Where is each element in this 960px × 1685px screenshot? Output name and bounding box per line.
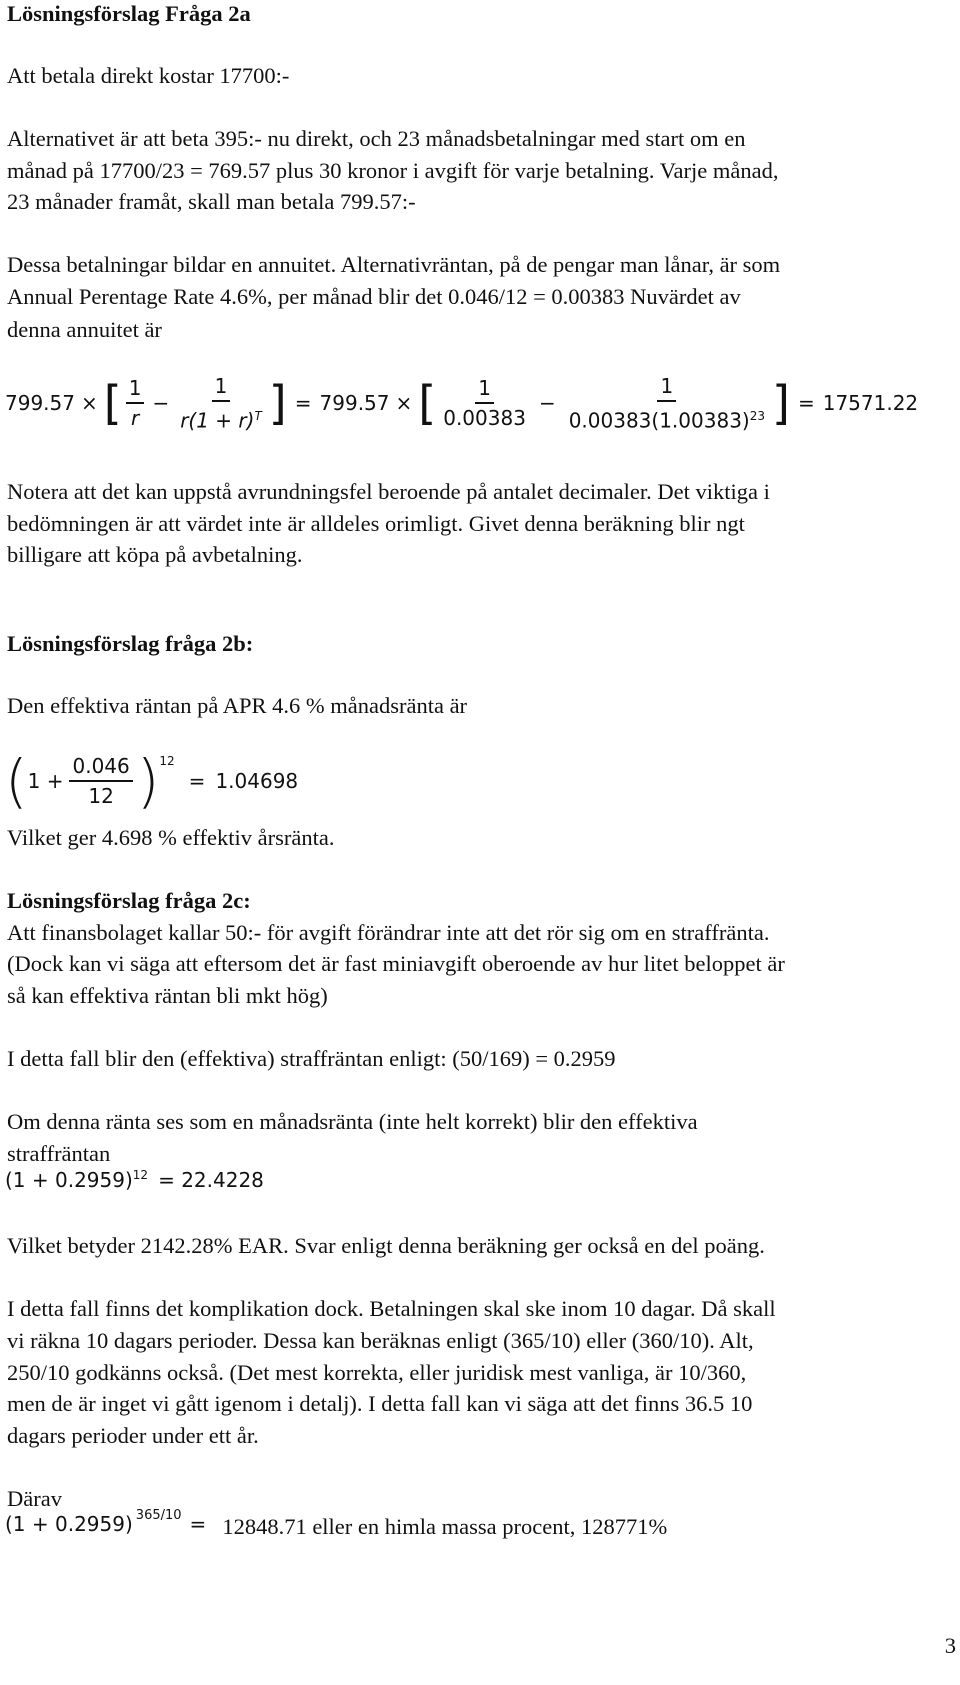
paragraph-2c-4: Vilket betyder 2142.28% EAR. Svar enligt denna beräkning ger också en del poäng. [7,1233,765,1258]
paragraph-2a-3-line2: Annual Perentage Rate 4.6%, per månad blir det 0.046/12 = 0.00383 Nuvärdet av [7,284,741,309]
paragraph-2a-2-line1: Alternativet är att beta 395:- nu direkt, och 23 månadsbetalningar med start om en [7,126,746,151]
paragraph-2b-1: Den effektiva räntan på APR 4.6 % månadsränta är [7,693,468,718]
formula-eq: = [189,1512,207,1536]
formula-times-2: × [395,391,413,416]
exponent: 365/10 [135,1508,182,1523]
bracket-open-2: [ [418,376,437,431]
frac-num: 1 [212,374,231,402]
bracket-close: ] [268,376,287,431]
formula-result-text: 12848.71 eller en himla massa procent, 128771% [222,1514,668,1539]
paragraph-2a-4-line3: billigare att köpa på avbetalning. [7,542,303,567]
formula-base: (1 + 0.2959) [5,1512,133,1536]
paren-close: ) [136,747,160,815]
formula-pmt-2: 799.57 [319,391,390,416]
paren-open: ( [5,747,28,815]
frac-num: 1 [126,376,145,404]
formula-eq: = [294,391,312,416]
annuity-formula [5,374,918,433]
minus-sign-2: − [538,391,556,416]
formula-result: 17571.22 [822,391,919,416]
paragraph-2c-5-line3: 250/10 godkänns också. (Det mest korrekta, eller juridisk mest vanliga, är 10/360, [7,1360,747,1385]
formula-pmt: 799.57 [5,391,75,416]
monthly-penalty-formula [5,1168,264,1192]
exponent: 12 [159,754,175,768]
exponent: 12 [132,1168,149,1182]
formula-times: × [80,391,98,416]
formula-frac-rate [440,376,529,430]
paragraph-2c-5-line5: dagars perioder under ett år. [7,1423,259,1448]
formula-frac-rate-general [566,374,768,433]
frac-num: 1 [657,374,676,402]
paragraph-2c-3-line1: Om denna ränta ses som en månadsränta (inte helt korrekt) blir den effektiva [7,1109,698,1134]
paragraph-2c-5-line2: vi räkna 10 dagars perioder. Dessa kan beräknas enligt (365/10) eller (360/10). Alt, [7,1328,754,1353]
frac-num: 1 [475,376,494,404]
paragraph-2c-5-line4: men de är inget vi gått igenom i detalj). I detta fall kan vi säga att det finns 36.5 10 [7,1391,753,1416]
frac-den: r [130,406,140,431]
paragraph-2b-2: Vilket ger 4.698 % effektiv årsränta. [7,825,335,850]
formula-frac-general [177,374,265,433]
paragraph-2c-3-line2: straffräntan [7,1141,111,1166]
frac-den: 12 [88,784,114,808]
frac-num: 0.046 [69,754,132,782]
page-number: 3 [944,1633,956,1658]
frac-den: $0.00383(1.00383)^{23}$ [568,408,765,433]
minus-sign: − [152,391,170,416]
paragraph-2c-1-line3: så kan effektiva räntan bli mkt hög) [7,983,328,1008]
formula-result: = 22.4228 [158,1168,264,1192]
bracket-open: [ [103,376,122,431]
one-plus: 1 + [27,769,64,793]
formula-eq-2: = [797,391,815,416]
formula-frac-1-over-r [126,376,145,430]
paragraph-2c-1-line1: Att finansbolaget kallar 50:- för avgift förändrar inte att det rör sig om en straffränta. [7,920,770,945]
paragraph-2a-4-line1: Notera att det kan uppstå avrundningsfel beroende på antalet decimaler. Det viktiga i [7,479,770,504]
paragraph-2a-4-line2: bedömningen är att värdet inte är alldeles orimligt. Givet denna beräkning blir ngt [7,511,745,536]
heading-2c: Lösningsförslag fråga 2c: [7,888,251,913]
formula-result: 1.04698 [215,769,299,793]
paragraph-2a-2-line3: 23 månader framåt, skall man betala 799.57:- [7,189,416,214]
paragraph-2c-2: I detta fall blir den (effektiva) straffräntan enligt: (50/169) = 0.2959 [7,1046,616,1071]
paragraph-2c-5-line1: I detta fall finns det komplikation dock. Betalningen skal ske inom 10 dagar. Då skall [7,1296,776,1321]
effective-rate-formula [5,747,299,815]
frac-den: 0.00383 [443,406,526,431]
paragraph-2a-3-line1: Dessa betalningar bildar en annuitet. Alternativräntan, på de pengar man lånar, är som [7,252,781,277]
paragraph-2a-3-line3: denna annuitet är [7,317,162,342]
paragraph-2c-1-line2: (Dock kan vi säga att eftersom det är fast miniavgift oberoende av hur litet beloppet är [7,951,785,976]
paragraph-2a-1: Att betala direkt kostar 17700:- [7,63,290,88]
paragraph-2a-2-line2: månad på 17700/23 = 769.57 plus 30 kronor i avgift för varje betalning. Varje månad, [7,158,779,183]
ten-day-penalty-formula [5,1508,667,1540]
formula-frac-apr [69,754,132,808]
paragraph-2c-6: Därav [7,1486,62,1511]
formula-base: (1 + 0.2959) [5,1168,133,1192]
bracket-close-2: ] [772,376,790,431]
heading-2b: Lösningsförslag fråga 2b: [7,631,254,656]
frac-den: $r(1 + r)^T$ [180,408,262,433]
formula-eq: = [188,769,206,793]
heading-2a: Lösningsförslag Fråga 2a [7,1,251,26]
